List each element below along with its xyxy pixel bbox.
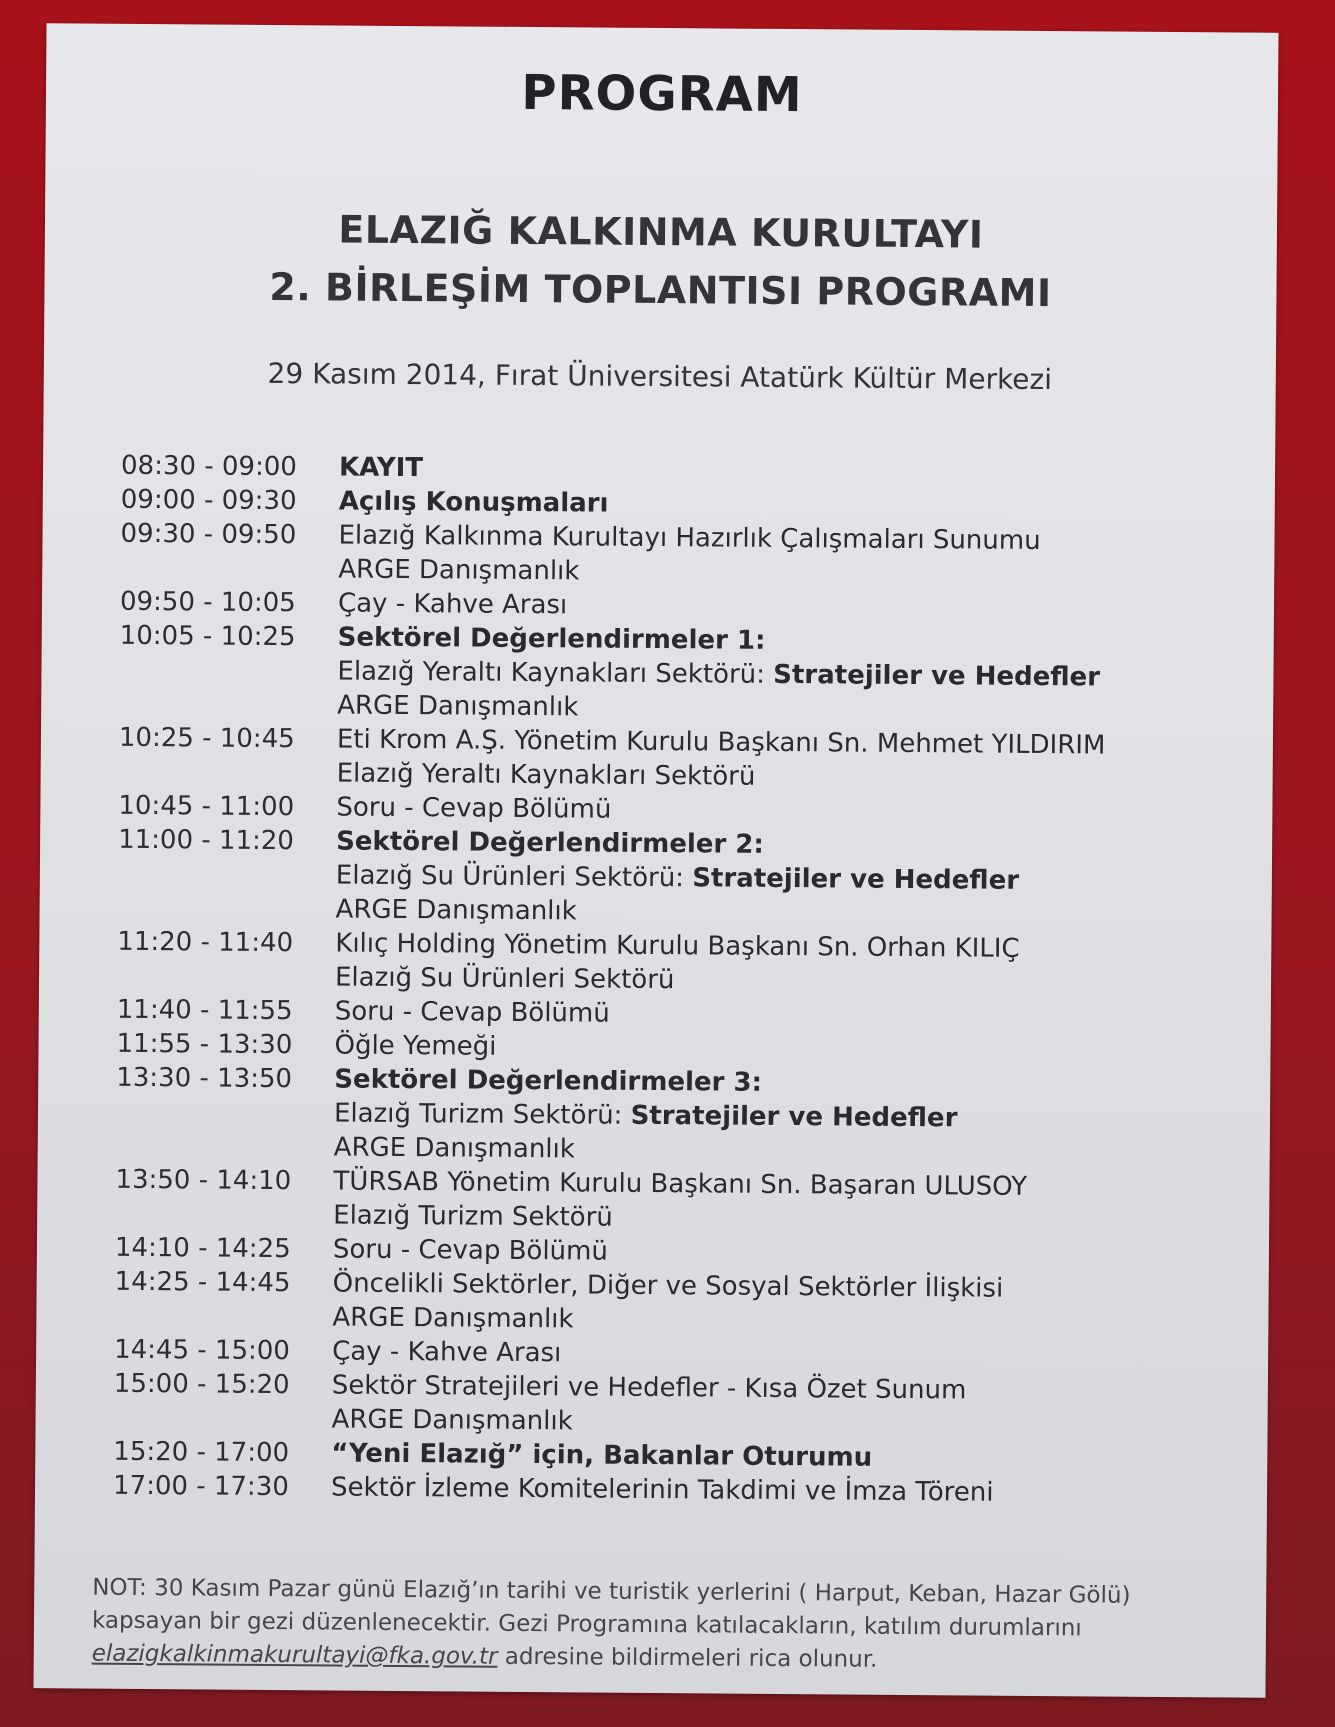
- schedule-time: 17:00 - 17:30: [112, 1470, 289, 1503]
- schedule-description: [338, 518, 1241, 593]
- schedule-title: Sektörel Değerlendirmeler 3:: [334, 1064, 763, 1098]
- schedule-line-text: Elazığ Yeraltı Kaynakları Sektörü:: [337, 656, 774, 690]
- schedule-line-secondary: Elazığ Yeraltı Kaynakları Sektörü: [336, 758, 756, 792]
- schedule-row: [117, 925, 1237, 1002]
- schedule-description: [334, 1062, 1237, 1171]
- schedule-time: 15:20 - 17:00: [113, 1436, 290, 1469]
- schedule-time: 09:00 - 09:30: [120, 484, 297, 517]
- schedule-time: 11:40 - 11:55: [116, 994, 293, 1027]
- note-email-link[interactable]: elazigkalkinmakurultayi@fka.gov.tr: [91, 1640, 498, 1670]
- schedule-description: [335, 926, 1238, 1001]
- schedule-description: [331, 1368, 1234, 1443]
- schedule-time: 10:25 - 10:45: [118, 722, 295, 755]
- schedule-line-text: Öncelikli Sektörler, Diğer ve Sosyal Sektörler İlişkisi: [332, 1268, 1004, 1304]
- note: [92, 1572, 1243, 1680]
- schedule-line: [331, 1470, 1233, 1511]
- schedule-time: 10:05 - 10:25: [119, 620, 296, 653]
- schedule-time: 11:20 - 11:40: [117, 926, 294, 959]
- schedule-line-text: Elazığ Turizm Sektörü:: [333, 1098, 631, 1131]
- schedule-line-text: Elazığ Su Ürünleri Sektörü:: [335, 860, 693, 894]
- schedule-line-secondary: ARGE Danışmanlık: [337, 690, 579, 723]
- schedule-row: [113, 1367, 1233, 1444]
- schedule-line-secondary: ARGE Danışmanlık: [333, 1132, 575, 1165]
- schedule-row: [115, 1163, 1235, 1240]
- event-title-line-1: ELAZIĞ KALKINMA KURULTAYI: [338, 207, 984, 257]
- schedule-title: Sektörel Değerlendirmeler 2:: [336, 826, 764, 860]
- schedule-row: [119, 619, 1240, 730]
- schedule-time: 09:50 - 10:05: [119, 586, 296, 619]
- schedule-time: 13:50 - 14:10: [115, 1164, 292, 1197]
- schedule-time: 15:00 - 15:20: [113, 1368, 290, 1401]
- schedule-line-text: Çay - Kahve Arası: [337, 588, 568, 621]
- schedule-description: [333, 1164, 1236, 1239]
- schedule-time: 13:30 - 13:50: [116, 1062, 293, 1095]
- event-title-line-2: 2. BİRLEŞİM TOPLANTISI PROGRAMI: [269, 264, 1052, 316]
- schedule-row: [119, 721, 1239, 798]
- schedule-line-secondary: Elazığ Turizm Sektörü: [333, 1200, 613, 1233]
- event-title: [44, 198, 1277, 324]
- schedule-time: 08:30 - 09:00: [120, 450, 297, 483]
- schedule-title: Açılış Konuşmaları: [338, 486, 609, 519]
- program-sheet: [33, 23, 1278, 1698]
- schedule-description: [335, 824, 1238, 933]
- date-venue: 29 Kasım 2014, Fırat Üniversitesi Atatürk Kültür Merkezi: [267, 356, 1053, 397]
- schedule-description: [332, 1266, 1235, 1341]
- schedule-line-text: Çay - Kahve Arası: [332, 1336, 562, 1369]
- schedule-line-text: Eti Krom A.Ş. Yönetim Kurulu Başkanı Sn. Mehmet YILDIRIM: [336, 724, 1106, 761]
- schedule-line-secondary: Elazığ Su Ürünleri Sektörü: [334, 962, 675, 996]
- schedule-line-emphasis: Stratejiler ve Hedefler: [630, 1100, 958, 1134]
- schedule-time: 11:55 - 13:30: [116, 1028, 293, 1061]
- schedule-line-emphasis: Stratejiler ve Hedefler: [692, 863, 1020, 896]
- schedule-row: [117, 823, 1238, 934]
- schedule-line-secondary: ARGE Danışmanlık: [338, 554, 580, 587]
- schedule-description: [331, 1470, 1233, 1511]
- schedule-title: KAYIT: [338, 452, 424, 484]
- note-suffix: adresine bildirmeleri rica olunur.: [497, 1643, 878, 1673]
- schedule-line-text: Elazığ Kalkınma Kurultayı Hazırlık Çalışmaları Sunumu: [338, 520, 1041, 557]
- schedule-line-text: Öğle Yemeği: [334, 1030, 497, 1062]
- schedule-line-text: Soru - Cevap Bölümü: [332, 1234, 609, 1267]
- schedule-list: [113, 449, 1241, 1512]
- schedule-line-text: Soru - Cevap Bölümü: [334, 996, 610, 1029]
- schedule-line-text: Soru - Cevap Bölümü: [336, 792, 612, 825]
- schedule-line-text: TÜRSAB Yönetim Kurulu Başkanı Sn. Başaran ULUSOY: [333, 1166, 1028, 1202]
- schedule-line-text: Kılıç Holding Yönetim Kurulu Başkanı Sn. Orhan KILIÇ: [335, 928, 1020, 964]
- schedule-time: 09:30 - 09:50: [120, 518, 297, 551]
- schedule-row: [120, 517, 1240, 594]
- note-text: NOT: 30 Kasım Pazar günü Elazığ’ın tarihi ve turistik yerlerini ( Harput, Keban, Hazar Gölü) kapsayan bir gezi düzenlenecektir. Gezi Programına katılacakların, katılım durumlarını: [91, 1574, 1131, 1642]
- schedule-row: [114, 1265, 1234, 1342]
- schedule-time: 14:10 - 14:25: [114, 1232, 291, 1265]
- schedule-title: “Yeni Elazığ” için, Bakanlar Oturumu: [331, 1438, 873, 1473]
- schedule-time: 11:00 - 11:20: [118, 824, 295, 857]
- schedule-line-text: Sektör Stratejileri ve Hedefler - Kısa Özet Sunum: [331, 1370, 967, 1406]
- schedule-line-secondary: ARGE Danışmanlık: [335, 894, 577, 927]
- schedule-time: 10:45 - 11:00: [118, 790, 295, 823]
- schedule-line-emphasis: Stratejiler ve Hedefler: [773, 659, 1101, 693]
- schedule-title: Sektörel Değerlendirmeler 1:: [337, 622, 766, 656]
- schedule-time: 14:45 - 15:00: [114, 1334, 291, 1367]
- schedule-description: [337, 620, 1240, 729]
- schedule-line-text: Sektör İzleme Komitelerinin Takdimi ve İmza Töreni: [330, 1472, 994, 1508]
- schedule-line-secondary: ARGE Danışmanlık: [331, 1404, 573, 1437]
- schedule-description: [337, 722, 1240, 797]
- schedule-row: [116, 1061, 1237, 1172]
- schedule-time: 14:25 - 14:45: [114, 1266, 291, 1299]
- schedule-line-secondary: ARGE Danışmanlık: [332, 1302, 574, 1335]
- page-heading: PROGRAM: [521, 64, 803, 124]
